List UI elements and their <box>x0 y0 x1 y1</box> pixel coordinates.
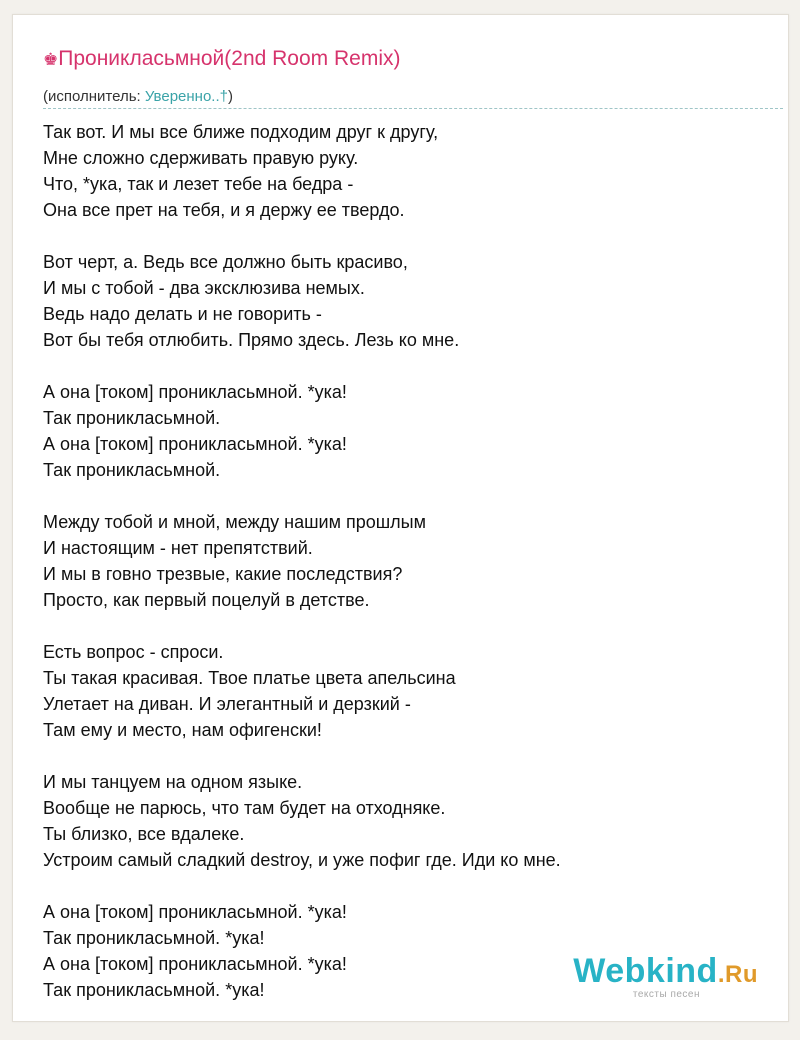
lyrics-line: А она [током] проникласьмной. *ука! <box>43 954 347 974</box>
lyrics-line: Вот черт, а. Ведь все должно быть красиво, <box>43 252 408 272</box>
lyrics-stanza <box>43 249 783 353</box>
lyrics-line: Улетает на диван. И элегантный и дерзкий - <box>43 694 411 714</box>
lyrics-line: Так проникласьмной. <box>43 408 221 428</box>
lyrics-line: Ты такая красивая. Твое платье цвета апельсина <box>43 668 456 688</box>
lyrics-line: И мы в говно трезвые, какие последствия? <box>43 564 403 584</box>
lyrics-line: Ты близко, все вдалеке. <box>43 824 245 844</box>
lyrics-line: И мы танцуем на одном языке. <box>43 772 303 792</box>
lyrics-line: Она все прет на тебя, и я держу ее твердо. <box>43 200 405 220</box>
lyrics-line: Так проникласьмной. <box>43 460 221 480</box>
lyrics-line: Так вот. И мы все ближе подходим друг к другу, <box>43 122 439 142</box>
lyrics-line: Устроим самый сладкий destroy, и уже пофиг где. Иди ко мне. <box>43 850 561 870</box>
lyrics-line: Так проникласьмной. *ука! <box>43 928 265 948</box>
crown-icon: ♚ <box>43 50 59 69</box>
artist-prefix: (исполнитель: <box>43 88 145 105</box>
divider <box>43 108 783 109</box>
lyrics-stanza <box>43 379 783 483</box>
lyrics-line: Вот бы тебя отлюбить. Прямо здесь. Лезь ко мне. <box>43 330 460 350</box>
lyrics-line: Между тобой и мной, между нашим прошлым <box>43 512 426 532</box>
lyrics-line: А она [током] проникласьмной. *ука! <box>43 434 347 454</box>
lyrics-stanza <box>43 119 783 223</box>
artist-suffix: ) <box>227 88 233 105</box>
lyrics-line: Ведь надо делать и не говорить - <box>43 304 322 324</box>
lyrics-line: Что, *ука, так и лезет тебе на бедра - <box>43 174 354 194</box>
lyrics-line: Есть вопрос - спроси. <box>43 642 224 662</box>
lyrics-line: И настоящим - нет препятствий. <box>43 538 313 558</box>
song-title: Проникласьмной(2nd Room Remix) <box>58 47 401 70</box>
logo-tld: .Ru <box>717 961 758 988</box>
lyrics-stanza <box>43 639 783 743</box>
lyrics-line: Мне сложно сдерживать правую руку. <box>43 148 359 168</box>
lyrics-line: Вообще не парюсь, что там будет на отходняке. <box>43 798 446 818</box>
lyrics-line: И мы с тобой - два эксклюзива немых. <box>43 278 365 298</box>
lyrics-line: Так проникласьмной. *ука! <box>43 980 265 1000</box>
artist-link[interactable]: Уверенно..† <box>144 88 228 105</box>
song-title-row <box>43 45 400 74</box>
logo-brand-name: Webkind <box>573 952 718 990</box>
lyrics-line: Там ему и место, нам офигенски! <box>43 720 322 740</box>
lyrics-line: Просто, как первый поцелуй в детстве. <box>43 590 370 610</box>
lyrics-body <box>43 119 783 1029</box>
lyrics-page <box>12 14 789 1022</box>
lyrics-stanza <box>43 509 783 613</box>
lyrics-stanza <box>43 769 783 873</box>
artist-row <box>43 87 233 107</box>
lyrics-line: А она [током] проникласьмной. *ука! <box>43 902 347 922</box>
lyrics-line: А она [током] проникласьмной. *ука! <box>43 382 347 402</box>
logo-tagline: тексты песен <box>632 989 700 1000</box>
webkind-logo <box>558 951 758 1001</box>
